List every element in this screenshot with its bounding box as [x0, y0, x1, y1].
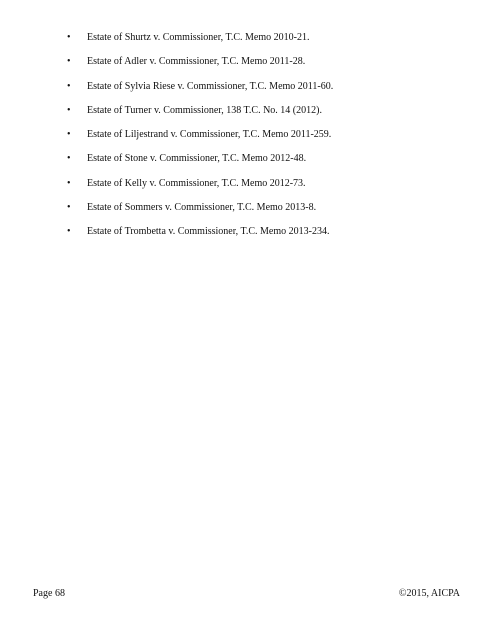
list-item [67, 201, 467, 225]
copyright-notice: ©2015, AICPA [398, 588, 460, 599]
list-item [67, 80, 467, 104]
case-citation: Estate of Shurtz v. Commissioner, T.C. Memo 2010-21. [87, 32, 310, 43]
case-citation: Estate of Trombetta v. Commissioner, T.C. Memo 2013-234. [87, 226, 330, 238]
bullet-icon: • [67, 226, 71, 238]
list-item [67, 104, 467, 128]
bullet-icon: • [67, 104, 71, 116]
case-citation: Estate of Adler v. Commissioner, T.C. Memo 2011-28. [87, 56, 306, 68]
page-number: Page 68 [33, 588, 65, 599]
bullet-icon: • [67, 202, 71, 214]
list-item [67, 31, 467, 55]
bullet-icon: • [67, 129, 71, 141]
case-citation: Estate of Stone v. Commissioner, T.C. Memo 2012-48. [87, 153, 307, 165]
list-item [67, 177, 467, 201]
case-citation: Estate of Kelly v. Commissioner, T.C. Memo 2012-73. [87, 177, 306, 189]
list-item [67, 128, 467, 152]
bullet-icon: • [67, 56, 71, 68]
case-citation: Estate of Turner v. Commissioner, 138 T.C. No. 14 (2012). [87, 104, 322, 116]
case-citation: Estate of Sylvia Riese v. Commissioner, T.C. Memo 2011-60. [87, 80, 334, 92]
list-item [67, 152, 467, 176]
bullet-icon: • [67, 32, 71, 43]
case-citation: Estate of Liljestrand v. Commissioner, T.C. Memo 2011-259. [87, 129, 332, 141]
case-citation-list [67, 31, 467, 250]
list-item [67, 225, 467, 249]
bullet-icon: • [67, 177, 71, 189]
bullet-icon: • [67, 80, 71, 92]
case-citation: Estate of Sommers v. Commissioner, T.C. Memo 2013-8. [87, 202, 317, 214]
bullet-icon: • [67, 153, 71, 165]
list-item [67, 55, 467, 79]
